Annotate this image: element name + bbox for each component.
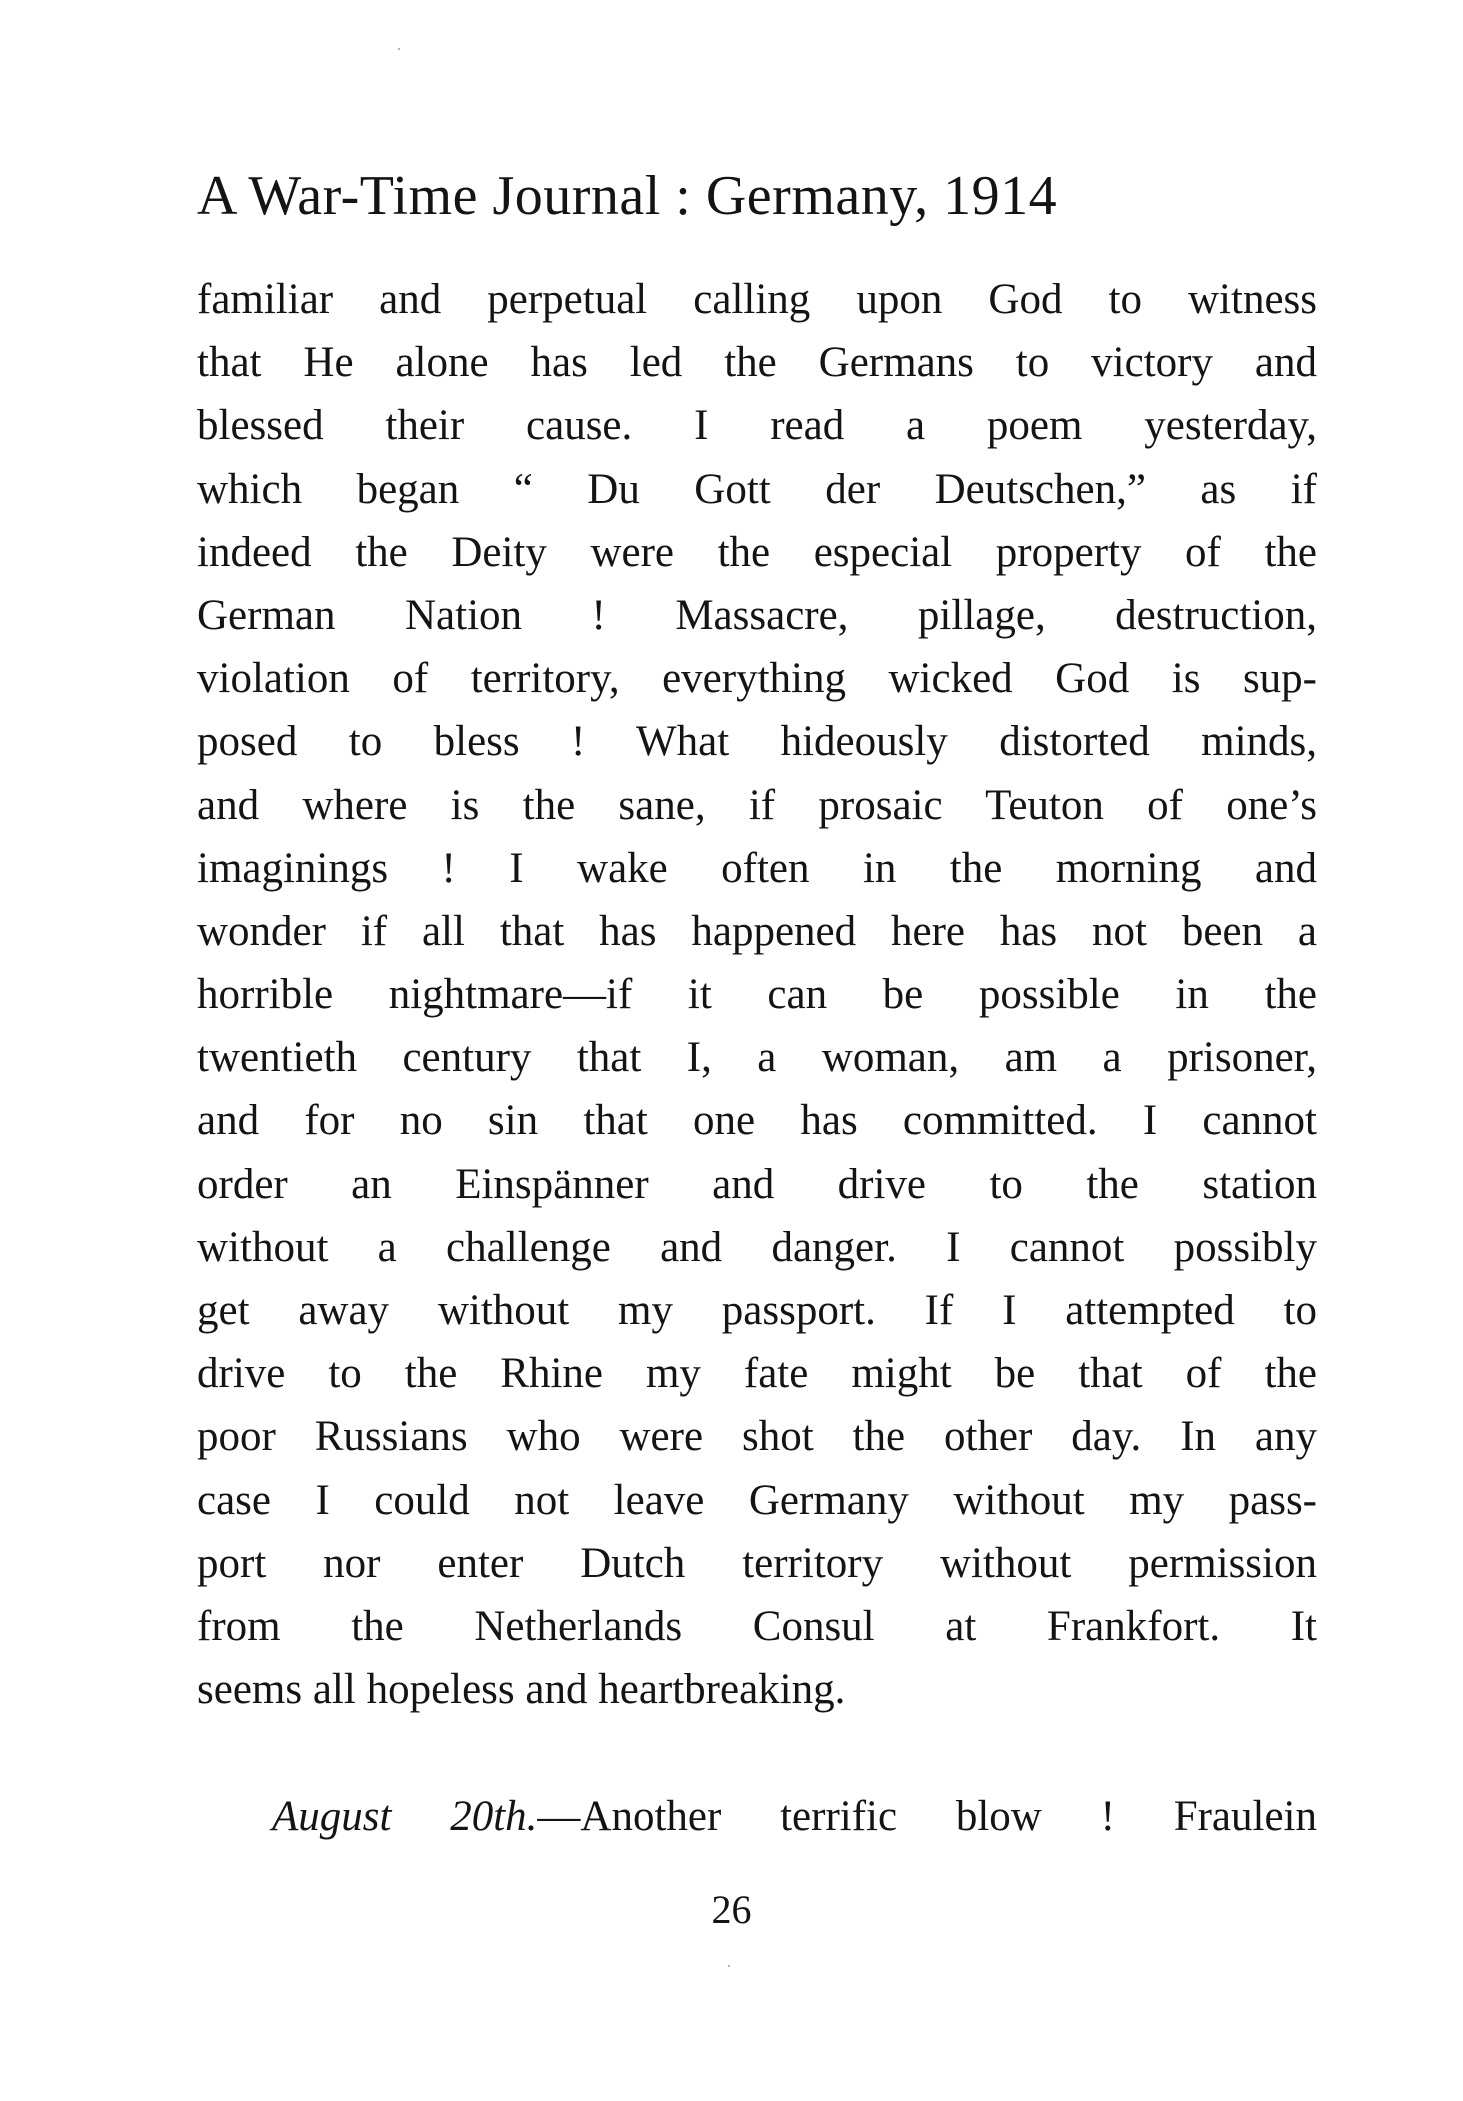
text-line: indeed the Deity were the especial property of the: [197, 528, 1317, 576]
paragraph: [197, 268, 1317, 1721]
entry-date: August 20th.: [272, 1793, 538, 1840]
text-line: posed to bless ! What hideously distorted minds,: [197, 718, 1317, 766]
entry-text: —Another terrific blow ! Fraulein: [537, 1793, 1317, 1840]
text-line: without a challenge and danger. I cannot possibly: [197, 1223, 1317, 1271]
text-line: which began “ Du Gott der Deutschen,” as if: [197, 465, 1317, 513]
paper-speck: [398, 48, 400, 50]
text-line: and for no sin that one has committed. I cannot: [197, 1097, 1317, 1145]
text-line: and where is the sane, if prosaic Teuton of one’s: [197, 781, 1317, 829]
text-line: horrible nightmare—if it can be possible in the: [197, 971, 1317, 1019]
text-line: from the Netherlands Consul at Frankfort. It: [197, 1602, 1317, 1650]
text-line: imaginings ! I wake often in the morning and: [197, 844, 1317, 892]
text-line: that He alone has led the Germans to victory and: [197, 339, 1317, 387]
text-line: poor Russians who were shot the other day. In any: [197, 1413, 1317, 1461]
text-line: blessed their cause. I read a poem yesterday,: [197, 402, 1317, 450]
text-line: case I could not leave Germany without my pass-: [197, 1476, 1317, 1524]
journal-entry-line: [272, 1785, 1317, 1848]
text-line: seems all hopeless and heartbreaking.: [197, 1666, 846, 1714]
text-line: wonder if all that has happened here has not been a: [197, 907, 1317, 955]
text-line: get away without my passport. If I attempted to: [197, 1287, 1317, 1334]
paper-speck: [728, 1965, 730, 1967]
page-number: 26: [711, 1887, 752, 1932]
text-line: drive to the Rhine my fate might be that of the: [197, 1350, 1317, 1398]
text-line: port nor enter Dutch territory without permission: [197, 1539, 1317, 1587]
running-head: A War-Time Journal : Germany, 1914: [197, 165, 1058, 227]
text-line: familiar and perpetual calling upon God to witness: [197, 276, 1317, 323]
text-line: order an Einspänner and drive to the station: [197, 1160, 1317, 1208]
text-line: twentieth century that I, a woman, am a prisoner,: [197, 1034, 1317, 1082]
text-line: German Nation ! Massacre, pillage, destruction,: [197, 591, 1317, 639]
text-line: violation of territory, everything wicked God is sup-: [197, 655, 1317, 703]
